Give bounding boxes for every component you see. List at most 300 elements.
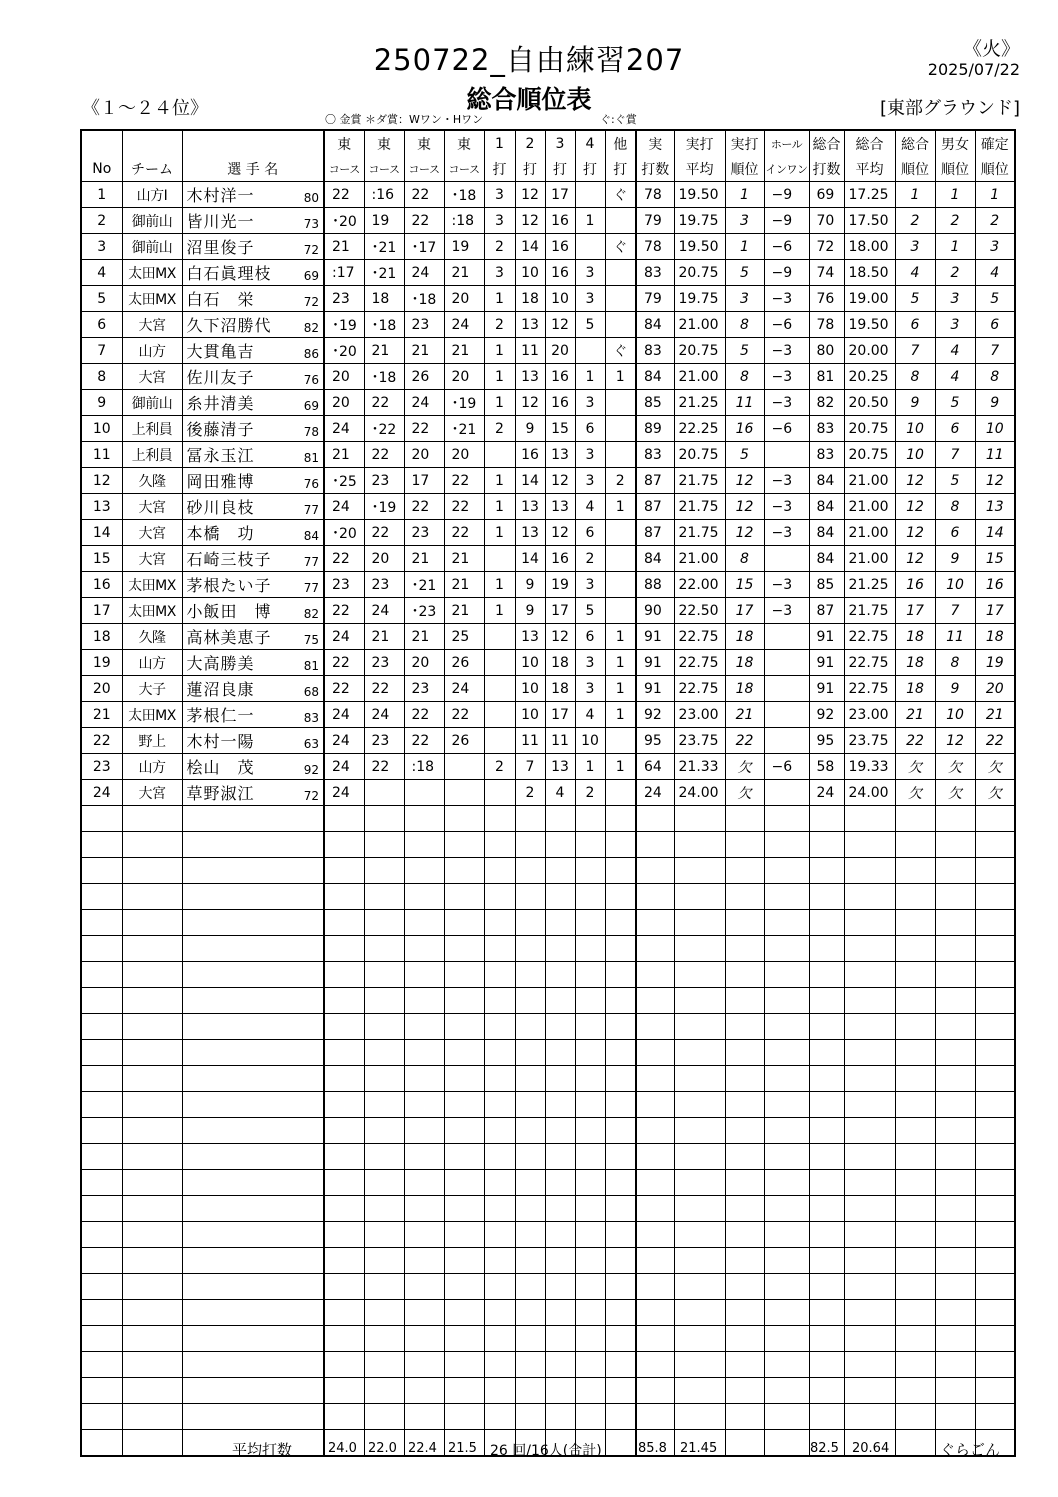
cell-final: 19 xyxy=(975,650,1015,676)
empty-cell xyxy=(515,988,545,1014)
empty-cell xyxy=(895,936,935,962)
empty-cell xyxy=(764,832,809,858)
cell-trank: 10 xyxy=(895,416,935,442)
empty-cell xyxy=(545,1170,575,1196)
cell-h4: 3 xyxy=(575,676,605,702)
empty-cell xyxy=(575,1118,605,1144)
cell-trank: 2 xyxy=(895,208,935,234)
empty-cell xyxy=(636,936,674,962)
cell-final: 6 xyxy=(975,312,1015,338)
empty-cell xyxy=(935,806,975,832)
cell-final: 7 xyxy=(975,338,1015,364)
empty-cell xyxy=(605,832,636,858)
empty-cell xyxy=(182,1352,324,1378)
cell-final: 15 xyxy=(975,546,1015,572)
cell-h4: 5 xyxy=(575,598,605,624)
empty-cell xyxy=(605,1404,636,1430)
empty-cell xyxy=(484,910,515,936)
cell-tot: 91 xyxy=(809,650,844,676)
cell-no: 15 xyxy=(81,546,122,572)
table-row xyxy=(81,338,1015,364)
cell-trank: 16 xyxy=(895,572,935,598)
cell-tot: 70 xyxy=(809,208,844,234)
cell-c2: ･18 xyxy=(364,364,404,390)
player-name: 白石眞理枝 xyxy=(186,264,272,283)
empty-cell xyxy=(444,1274,484,1300)
cell-final: 14 xyxy=(975,520,1015,546)
empty-cell xyxy=(122,832,182,858)
empty-cell xyxy=(324,1222,364,1248)
cell-c4: 19 xyxy=(444,234,484,260)
empty-cell xyxy=(674,1196,725,1222)
empty-cell xyxy=(364,910,404,936)
cell-no: 1 xyxy=(81,182,122,208)
empty-cell xyxy=(404,1066,444,1092)
header-top-cell: 男女 xyxy=(935,130,975,156)
empty-cell xyxy=(935,1014,975,1040)
empty-cell xyxy=(636,1196,674,1222)
cell-oth xyxy=(605,520,636,546)
empty-cell xyxy=(444,884,484,910)
empty-cell xyxy=(364,936,404,962)
empty-cell xyxy=(674,962,725,988)
empty-cell xyxy=(182,832,324,858)
empty-cell xyxy=(444,806,484,832)
empty-cell xyxy=(844,1404,895,1430)
cell-team: 山方 xyxy=(122,338,182,364)
empty-cell xyxy=(674,1404,725,1430)
cell-h4 xyxy=(575,338,605,364)
cell-no: 23 xyxy=(81,754,122,780)
cell-avg: 20.75 xyxy=(674,260,725,286)
header-bottom-cell: 打数 xyxy=(809,156,844,182)
cell-oth: ぐ xyxy=(605,234,636,260)
cell-h2: 11 xyxy=(515,728,545,754)
empty-cell xyxy=(545,884,575,910)
empty-cell xyxy=(895,858,935,884)
header-top-cell: 4 xyxy=(575,130,605,156)
empty-cell xyxy=(809,1248,844,1274)
cell-rank: 1 xyxy=(725,234,764,260)
cell-c1: 22 xyxy=(324,182,364,208)
table-row xyxy=(81,624,1015,650)
cell-avg: 22.50 xyxy=(674,598,725,624)
cell-avg: 21.00 xyxy=(674,546,725,572)
award-legend-gu: ぐ:ぐ賞 xyxy=(600,113,637,126)
cell-c2: ･22 xyxy=(364,416,404,442)
cell-no: 8 xyxy=(81,364,122,390)
player-age: 80 xyxy=(303,191,319,205)
empty-cell xyxy=(515,832,545,858)
cell-tot: 95 xyxy=(809,728,844,754)
cell-hio: −6 xyxy=(764,754,809,780)
empty-cell xyxy=(764,1014,809,1040)
empty-cell xyxy=(122,1222,182,1248)
empty-cell xyxy=(636,1144,674,1170)
cell-tavg: 20.50 xyxy=(844,390,895,416)
empty-cell xyxy=(444,1092,484,1118)
empty-cell xyxy=(764,936,809,962)
empty-cell xyxy=(975,858,1015,884)
cell-h2: 12 xyxy=(515,208,545,234)
cell-avg: 19.50 xyxy=(674,234,725,260)
cell-trank: 3 xyxy=(895,234,935,260)
empty-cell xyxy=(935,1326,975,1352)
empty-cell xyxy=(515,806,545,832)
cell-h4: 6 xyxy=(575,520,605,546)
cell-h2: 9 xyxy=(515,416,545,442)
cell-team: 大宮 xyxy=(122,312,182,338)
table-row xyxy=(81,390,1015,416)
cell-oth: ぐ xyxy=(605,182,636,208)
player-age: 83 xyxy=(303,711,319,725)
cell-avg: 22.00 xyxy=(674,572,725,598)
empty-cell xyxy=(605,858,636,884)
cell-c4: ･18 xyxy=(444,182,484,208)
cell-avg: 23.00 xyxy=(674,702,725,728)
player-name: 木村一陽 xyxy=(186,732,255,751)
cell-tot: 80 xyxy=(809,338,844,364)
footer-holes-count: 26 回/16人(合計) xyxy=(490,1443,602,1459)
empty-cell xyxy=(404,1248,444,1274)
player-name: 大貫亀吉 xyxy=(186,342,255,361)
cell-h3: 10 xyxy=(545,286,575,312)
empty-cell xyxy=(324,1274,364,1300)
player-age: 82 xyxy=(303,321,319,335)
player-age: 77 xyxy=(303,555,319,569)
cell-h3: 15 xyxy=(545,416,575,442)
empty-cell xyxy=(575,884,605,910)
empty-cell xyxy=(764,1066,809,1092)
header-bottom-cell: チーム xyxy=(122,156,182,182)
empty-cell xyxy=(364,1248,404,1274)
empty-cell xyxy=(444,1144,484,1170)
cell-rank: 12 xyxy=(725,494,764,520)
cell-h4: 6 xyxy=(575,416,605,442)
header-top-cell: ホール xyxy=(764,130,809,156)
cell-h2: 13 xyxy=(515,364,545,390)
cell-h1: 1 xyxy=(484,598,515,624)
cell-c3: ･17 xyxy=(404,234,444,260)
cell-no: 20 xyxy=(81,676,122,702)
empty-cell xyxy=(122,1248,182,1274)
table-body xyxy=(81,182,1015,1457)
cell-tot: 81 xyxy=(809,364,844,390)
empty-cell xyxy=(636,1404,674,1430)
cell-c4: 20 xyxy=(444,286,484,312)
empty-cell xyxy=(575,1404,605,1430)
cell-hio xyxy=(764,624,809,650)
cell-strokes: 84 xyxy=(636,546,674,572)
cell-final: 17 xyxy=(975,598,1015,624)
header-top-cell: 東 xyxy=(404,130,444,156)
empty-cell xyxy=(895,1378,935,1404)
cell-grank: 5 xyxy=(935,390,975,416)
empty-cell xyxy=(674,910,725,936)
empty-cell xyxy=(484,1378,515,1404)
empty-cell xyxy=(605,1066,636,1092)
empty-cell xyxy=(364,1092,404,1118)
empty-cell xyxy=(895,1170,935,1196)
empty-cell xyxy=(404,910,444,936)
player-age: 82 xyxy=(303,607,319,621)
empty-cell xyxy=(444,1118,484,1144)
cell-name xyxy=(182,546,324,572)
cell-h1 xyxy=(484,546,515,572)
cell-avg: 20.75 xyxy=(674,442,725,468)
empty-cell xyxy=(975,1040,1015,1066)
table-row xyxy=(81,728,1015,754)
empty-cell xyxy=(122,1040,182,1066)
cell-h3: 18 xyxy=(545,676,575,702)
empty-cell xyxy=(122,1066,182,1092)
cell-hio xyxy=(764,546,809,572)
cell-c2: 24 xyxy=(364,702,404,728)
cell-c4: 22 xyxy=(444,468,484,494)
cell-oth: 1 xyxy=(605,364,636,390)
empty-cell xyxy=(809,858,844,884)
cell-grank: 欠 xyxy=(935,754,975,780)
empty-cell xyxy=(575,1170,605,1196)
empty-cell xyxy=(364,884,404,910)
cell-h4: 3 xyxy=(575,468,605,494)
cell-c2: ･21 xyxy=(364,234,404,260)
cell-oth: 1 xyxy=(605,494,636,520)
header-top-cell: 確定 xyxy=(975,130,1015,156)
empty-cell xyxy=(895,1326,935,1352)
cell-rank: 12 xyxy=(725,468,764,494)
cell-grank: 2 xyxy=(935,208,975,234)
cell-c1: 22 xyxy=(324,650,364,676)
cell-no: 12 xyxy=(81,468,122,494)
empty-cell xyxy=(444,1300,484,1326)
player-age: 77 xyxy=(303,581,319,595)
empty-cell xyxy=(484,1144,515,1170)
empty-row xyxy=(81,1222,1015,1248)
empty-cell xyxy=(545,1300,575,1326)
player-name: 皆川光一 xyxy=(186,212,255,231)
cell-h1: 2 xyxy=(484,312,515,338)
empty-cell xyxy=(545,936,575,962)
empty-cell xyxy=(844,1040,895,1066)
cell-rank: 11 xyxy=(725,390,764,416)
cell-c2: 22 xyxy=(364,442,404,468)
empty-cell xyxy=(809,1300,844,1326)
empty-cell xyxy=(895,1118,935,1144)
cell-trank: 欠 xyxy=(895,754,935,780)
header-bottom-cell: 打 xyxy=(605,156,636,182)
cell-avg: 22.75 xyxy=(674,624,725,650)
cell-avg: 20.75 xyxy=(674,338,725,364)
empty-cell xyxy=(809,1170,844,1196)
cell-trank: 12 xyxy=(895,494,935,520)
empty-cell xyxy=(725,1014,764,1040)
cell-team: 大宮 xyxy=(122,546,182,572)
cell-c3: 26 xyxy=(404,364,444,390)
empty-cell xyxy=(725,1326,764,1352)
empty-cell xyxy=(674,832,725,858)
cell-team: 大子 xyxy=(122,676,182,702)
player-age: 92 xyxy=(303,763,319,777)
empty-cell xyxy=(605,1170,636,1196)
empty-cell xyxy=(324,832,364,858)
empty-cell xyxy=(324,962,364,988)
empty-cell xyxy=(636,1066,674,1092)
cell-strokes: 88 xyxy=(636,572,674,598)
cell-h2: 10 xyxy=(515,702,545,728)
player-name: 沼里俊子 xyxy=(186,238,255,257)
cell-rank: 8 xyxy=(725,312,764,338)
cell-c1: 22 xyxy=(324,676,364,702)
empty-cell xyxy=(935,1352,975,1378)
empty-cell xyxy=(515,884,545,910)
cell-final: 欠 xyxy=(975,780,1015,806)
cell-c1: 20 xyxy=(324,390,364,416)
cell-tot: 74 xyxy=(809,260,844,286)
empty-cell xyxy=(545,1092,575,1118)
empty-cell xyxy=(674,1066,725,1092)
cell-grank: 7 xyxy=(935,442,975,468)
cell-tavg: 21.00 xyxy=(844,546,895,572)
cell-rank: 18 xyxy=(725,624,764,650)
cell-no: 11 xyxy=(81,442,122,468)
cell-trank: 5 xyxy=(895,286,935,312)
empty-cell xyxy=(515,858,545,884)
cell-strokes: 78 xyxy=(636,234,674,260)
cell-trank: 10 xyxy=(895,442,935,468)
cell-h4: 2 xyxy=(575,546,605,572)
cell-final: 13 xyxy=(975,494,1015,520)
empty-row xyxy=(81,1274,1015,1300)
empty-cell xyxy=(515,1404,545,1430)
cell-grank: 10 xyxy=(935,572,975,598)
header-bottom-cell: 選 手 名 xyxy=(182,156,324,182)
empty-cell xyxy=(975,1118,1015,1144)
cell-strokes: 78 xyxy=(636,182,674,208)
empty-cell xyxy=(444,1040,484,1066)
empty-cell xyxy=(545,1378,575,1404)
cell-c1: 24 xyxy=(324,624,364,650)
empty-cell xyxy=(674,1326,725,1352)
empty-cell xyxy=(636,1326,674,1352)
cell-c4: 21 xyxy=(444,260,484,286)
cell-c3: ･18 xyxy=(404,286,444,312)
cell-c2: 22 xyxy=(364,754,404,780)
empty-cell xyxy=(636,1118,674,1144)
cell-final: 2 xyxy=(975,208,1015,234)
cell-tavg: 17.50 xyxy=(844,208,895,234)
empty-row xyxy=(81,1300,1015,1326)
cell-h1: 2 xyxy=(484,754,515,780)
cell-c4: 22 xyxy=(444,494,484,520)
empty-cell xyxy=(636,1274,674,1300)
cell-rank: 17 xyxy=(725,598,764,624)
cell-h2: 10 xyxy=(515,260,545,286)
header-top-cell: 実 xyxy=(636,130,674,156)
cell-strokes: 91 xyxy=(636,676,674,702)
cell-rank: 5 xyxy=(725,260,764,286)
empty-cell xyxy=(764,962,809,988)
empty-cell xyxy=(575,1300,605,1326)
empty-cell xyxy=(605,1352,636,1378)
cell-name xyxy=(182,702,324,728)
empty-cell xyxy=(605,1248,636,1274)
empty-cell xyxy=(809,962,844,988)
empty-cell xyxy=(725,1404,764,1430)
empty-cell xyxy=(725,1040,764,1066)
table-row xyxy=(81,416,1015,442)
player-age: 72 xyxy=(303,295,319,309)
empty-cell xyxy=(324,1326,364,1352)
empty-cell xyxy=(975,1014,1015,1040)
cell-h4: 10 xyxy=(575,728,605,754)
empty-cell xyxy=(324,1196,364,1222)
cell-hio xyxy=(764,728,809,754)
empty-cell xyxy=(404,1326,444,1352)
empty-row xyxy=(81,1040,1015,1066)
cell-strokes: 91 xyxy=(636,624,674,650)
empty-cell xyxy=(182,962,324,988)
empty-cell xyxy=(122,806,182,832)
cell-c3: 17 xyxy=(404,468,444,494)
empty-cell xyxy=(324,1404,364,1430)
empty-cell xyxy=(324,1144,364,1170)
empty-cell xyxy=(809,988,844,1014)
empty-cell xyxy=(809,1014,844,1040)
empty-cell xyxy=(324,1378,364,1404)
cell-oth xyxy=(605,208,636,234)
empty-cell xyxy=(81,1040,122,1066)
empty-cell xyxy=(545,1274,575,1300)
empty-cell xyxy=(324,1092,364,1118)
empty-cell xyxy=(844,858,895,884)
empty-cell xyxy=(575,936,605,962)
cell-tot: 84 xyxy=(809,494,844,520)
empty-cell xyxy=(484,884,515,910)
empty-cell xyxy=(895,832,935,858)
cell-h4: 1 xyxy=(575,208,605,234)
empty-cell xyxy=(674,1118,725,1144)
cell-h2: 13 xyxy=(515,520,545,546)
cell-tot: 76 xyxy=(809,286,844,312)
empty-cell xyxy=(364,1144,404,1170)
header-bottom-cell: 打 xyxy=(515,156,545,182)
cell-h3: 19 xyxy=(545,572,575,598)
cell-strokes: 90 xyxy=(636,598,674,624)
empty-row xyxy=(81,1118,1015,1144)
empty-cell xyxy=(764,910,809,936)
cell-name xyxy=(182,312,324,338)
empty-cell xyxy=(182,1118,324,1144)
cell-no: 4 xyxy=(81,260,122,286)
cell-no: 7 xyxy=(81,338,122,364)
empty-cell xyxy=(122,1326,182,1352)
cell-h1: 1 xyxy=(484,338,515,364)
cell-h1: 2 xyxy=(484,234,515,260)
empty-cell xyxy=(484,936,515,962)
cell-name xyxy=(182,260,324,286)
cell-strokes: 79 xyxy=(636,208,674,234)
cell-oth: 1 xyxy=(605,676,636,702)
empty-cell xyxy=(364,988,404,1014)
cell-h1: 1 xyxy=(484,494,515,520)
cell-c2: 22 xyxy=(364,390,404,416)
empty-cell xyxy=(575,1196,605,1222)
table-row xyxy=(81,442,1015,468)
empty-cell xyxy=(81,1014,122,1040)
empty-cell xyxy=(515,910,545,936)
empty-cell xyxy=(404,1378,444,1404)
